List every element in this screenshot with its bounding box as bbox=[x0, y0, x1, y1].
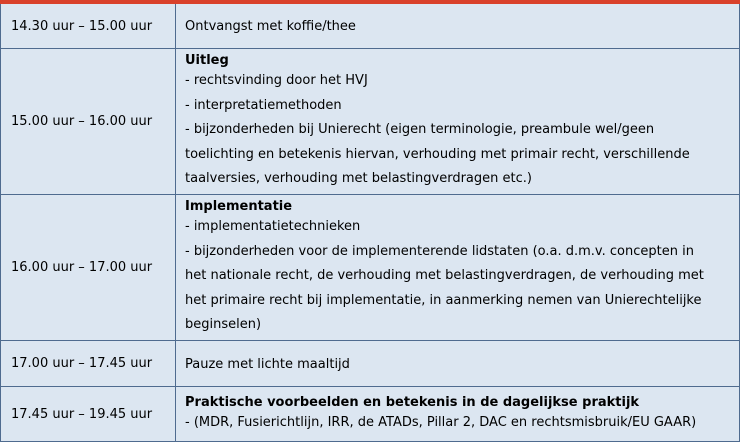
schedule-table bbox=[0, 4, 740, 442]
schedule-row bbox=[0, 4, 740, 49]
schedule-row bbox=[0, 341, 740, 387]
time-cell bbox=[1, 195, 176, 340]
time-text: 16.00 uur – 17.00 uur bbox=[11, 260, 153, 275]
description-line: - bijzonderheden bij Unierecht (eigen terminologie, preambule wel/geen bbox=[185, 122, 655, 138]
description-line: - rechtsvinding door het HVJ bbox=[185, 73, 368, 89]
description-cell bbox=[176, 195, 739, 340]
schedule-row bbox=[0, 195, 740, 341]
section-title: Praktische voorbeelden en betekenis in de dagelijkse praktijk bbox=[185, 394, 640, 410]
description-line: het primaire recht bij implementatie, in aanmerking nemen van Unierechtelijke bbox=[185, 292, 702, 308]
description-line: het nationale recht, de verhouding met belastingverdragen, de verhouding met bbox=[185, 268, 704, 284]
time-cell bbox=[1, 341, 176, 386]
time-cell bbox=[1, 387, 176, 441]
time-text: 17.00 uur – 17.45 uur bbox=[11, 356, 153, 371]
description-cell bbox=[176, 387, 739, 441]
section-title: Implementatie bbox=[185, 199, 293, 215]
description-line: - interpretatiemethoden bbox=[185, 97, 342, 113]
description-line: Pauze met lichte maaltijd bbox=[185, 356, 350, 372]
time-text: 14.30 uur – 15.00 uur bbox=[11, 18, 153, 34]
schedule-row bbox=[0, 49, 740, 195]
time-cell bbox=[1, 49, 176, 194]
description-line: - implementatietechnieken bbox=[185, 219, 361, 235]
description-cell bbox=[176, 4, 739, 48]
description-line: - bijzonderheden voor de implementerende lidstaten (o.a. d.m.v. concepten in bbox=[185, 243, 694, 259]
description-cell bbox=[176, 49, 739, 194]
time-text: 17.45 uur – 19.45 uur bbox=[11, 406, 153, 422]
schedule-row bbox=[0, 387, 740, 442]
description-cell bbox=[176, 341, 739, 386]
description-line: - (MDR, Fusierichtlijn, IRR, de ATADs, Pillar 2, DAC en rechtsmisbruik/EU GAAR) bbox=[185, 414, 697, 430]
section-title: Uitleg bbox=[185, 53, 229, 69]
time-text: 15.00 uur – 16.00 uur bbox=[11, 114, 153, 129]
description-line: taalversies, verhouding met belastingverdragen etc.) bbox=[185, 171, 532, 187]
description-line: Ontvangst met koffie/thee bbox=[185, 19, 356, 34]
description-line: beginselen) bbox=[185, 317, 262, 333]
time-cell bbox=[1, 4, 176, 48]
description-line: toelichting en betekenis hiervan, verhouding met primair recht, verschillende bbox=[185, 146, 690, 162]
